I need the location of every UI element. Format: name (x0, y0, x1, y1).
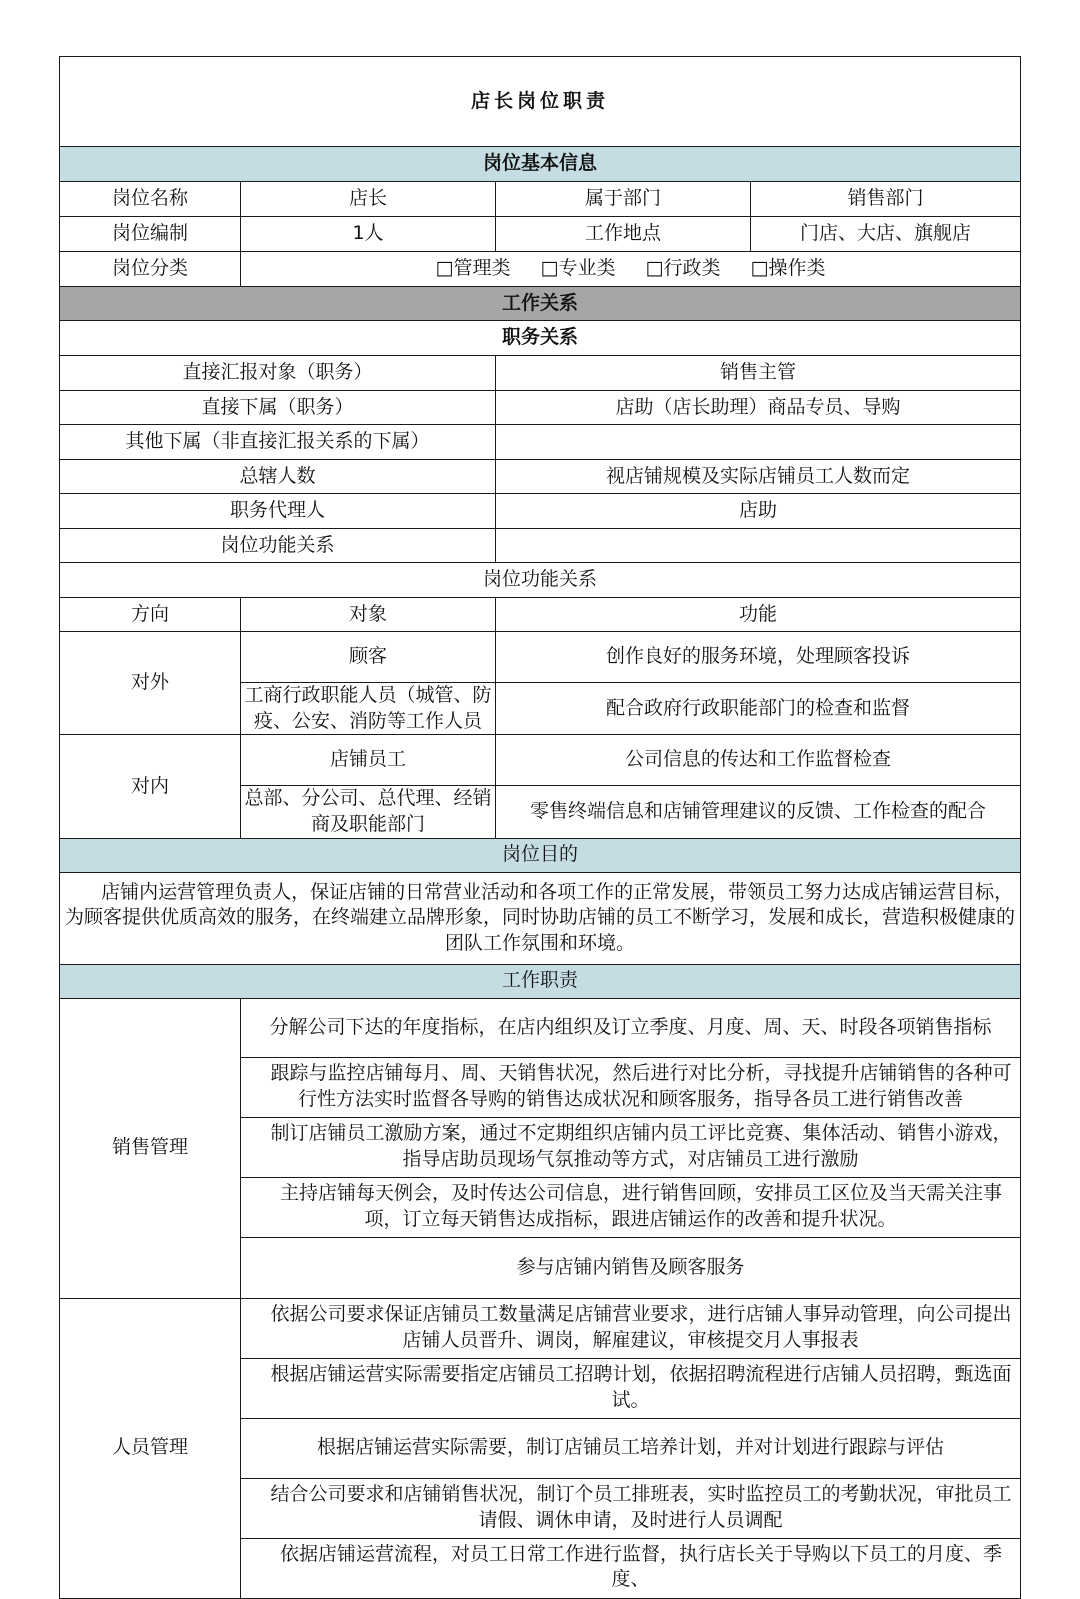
page-title: 店长岗位职责 (60, 57, 1021, 147)
duty-item: 根据店铺运营实际需要指定店铺员工招聘计划，依据招聘流程进行店铺人员招聘，甄选面试。 (241, 1358, 1021, 1418)
value-headcount: 1人 (241, 217, 496, 252)
relation-value: 店助（店长助理）商品专员、导购 (496, 391, 1021, 425)
duty-item: 结合公司要求和店铺销售状况，制订个员工排班表，实时监控员工的考勤状况，审批员工请假、调休申请，及时进行人员调配 (241, 1478, 1021, 1538)
category-checkbox[interactable]: □管理类 (435, 257, 511, 280)
relation-function: 配合政府行政职能部门的检查和监督 (496, 683, 1021, 735)
relation-object: 总部、分公司、总代理、经销商及职能部门 (241, 786, 496, 838)
duty-category-sales: 销售管理 (60, 998, 241, 1298)
relation-label: 直接下属（职务） (60, 391, 496, 425)
relation-value: 视店铺规模及实际店铺员工人数而定 (496, 460, 1021, 494)
subsection-duty-relation: 职务关系 (60, 321, 1021, 356)
value-job-name: 店长 (241, 182, 496, 217)
label-job-name: 岗位名称 (60, 182, 241, 217)
relation-label: 职务代理人 (60, 494, 496, 529)
duty-item: 跟踪与监控店铺每月、周、天销售状况，然后进行对比分析，寻找提升店铺销售的各种可行性方法实时监督各导购的销售达成状况和顾客服务，指导各员工进行销售改善 (241, 1057, 1021, 1117)
duty-category-hr: 人员管理 (60, 1298, 241, 1598)
relation-function: 公司信息的传达和工作监督检查 (496, 735, 1021, 786)
relation-value: 店助 (496, 494, 1021, 529)
col-header-object: 对象 (241, 598, 496, 632)
duty-item: 依据店铺运营流程，对员工日常工作进行监督，执行店长关于导购以下员工的月度、季度、 (241, 1538, 1021, 1598)
duty-item: 参与店铺内销售及顾客服务 (241, 1237, 1021, 1298)
label-location: 工作地点 (496, 217, 751, 252)
direction-internal: 对内 (60, 735, 241, 838)
relation-function: 创作良好的服务环境，处理顾客投诉 (496, 632, 1021, 683)
label-category: 岗位分类 (60, 252, 241, 287)
relation-object: 工商行政职能人员（城管、防疫、公安、消防等工作人员 (241, 683, 496, 735)
relation-label: 直接汇报对象（职务） (60, 356, 496, 391)
col-header-function: 功能 (496, 598, 1021, 632)
relation-object: 顾客 (241, 632, 496, 683)
section-purpose: 岗位目的 (60, 838, 1021, 872)
col-header-direction: 方向 (60, 598, 241, 632)
section-basic-info: 岗位基本信息 (60, 147, 1021, 182)
category-checkbox[interactable]: □操作类 (750, 257, 826, 280)
purpose-paragraph: 店铺内运营管理负责人，保证店铺的日常营业活动和各项工作的正常发展，带领员工努力达成店铺运营目标，为顾客提供优质高效的服务，在终端建立品牌形象，同时协助店铺的员工不断学习，发展和成长，营造积极健康的团队工作氛围和环境。 (65, 880, 1016, 954)
section-duties: 工作职责 (60, 964, 1021, 998)
relation-label: 岗位功能关系 (60, 529, 496, 563)
direction-external: 对外 (60, 632, 241, 735)
relation-label: 其他下属（非直接汇报关系的下属） (60, 425, 496, 460)
value-location: 门店、大店、旗舰店 (751, 217, 1021, 252)
label-department: 属于部门 (496, 182, 751, 217)
duty-item: 分解公司下达的年度指标，在店内组织及订立季度、月度、周、天、时段各项销售指标 (241, 998, 1021, 1057)
category-options (241, 252, 1021, 287)
relation-value (496, 529, 1021, 563)
relation-value: 销售主管 (496, 356, 1021, 391)
category-checkbox[interactable]: □行政类 (645, 257, 721, 280)
duty-item: 依据公司要求保证店铺员工数量满足店铺营业要求，进行店铺人事异动管理，向公司提出店铺人员晋升、调岗，解雇建议，审核提交月人事报表 (241, 1298, 1021, 1358)
category-checkbox[interactable]: □专业类 (540, 257, 616, 280)
relation-value (496, 425, 1021, 460)
subsection-function-relation: 岗位功能关系 (60, 563, 1021, 598)
label-headcount: 岗位编制 (60, 217, 241, 252)
relation-object: 店铺员工 (241, 735, 496, 786)
duty-item: 制订店铺员工激励方案，通过不定期组织店铺内员工评比竞赛、集体活动、销售小游戏，指导店助员现场气氛推动等方式，对店铺员工进行激励 (241, 1117, 1021, 1177)
relation-label: 总辖人数 (60, 460, 496, 494)
relation-function: 零售终端信息和店铺管理建议的反馈、工作检查的配合 (496, 786, 1021, 838)
purpose-text (60, 872, 1021, 964)
value-department: 销售部门 (751, 182, 1021, 217)
job-description-table (59, 56, 1021, 1599)
section-work-relation: 工作关系 (60, 287, 1021, 321)
duty-item: 主持店铺每天例会，及时传达公司信息，进行销售回顾，安排员工区位及当天需关注事项，订立每天销售达成指标，跟进店铺运作的改善和提升状况。 (241, 1177, 1021, 1237)
duty-item: 根据店铺运营实际需要，制订店铺员工培养计划，并对计划进行跟踪与评估 (241, 1418, 1021, 1478)
